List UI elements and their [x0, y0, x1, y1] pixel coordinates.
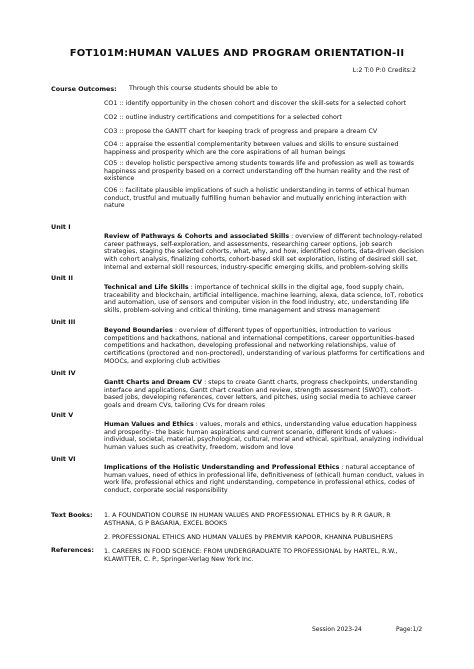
- outcome-co2: CO2 :: outline industry certifications and competitions for a selected cohort: [104, 114, 342, 121]
- text-books-label: Text Books:: [51, 511, 93, 519]
- outcome-co1: CO1 :: identify opportunity in the chosen cohort and discover the skill-sets for a selected cohort: [104, 100, 407, 107]
- outcome-co5: CO5 :: develop holistic perspective among students towards life and profession as well as towards happiness and prosperity based on a correct understanding off the human reality and the rest of existence: [104, 160, 415, 183]
- outcome-co3: CO3 :: propose the GANTT chart for keeping track of progress and prepare a dream CV: [104, 128, 378, 135]
- unit-2-label: Unit II: [51, 274, 73, 282]
- unit-1-content: [104, 233, 426, 272]
- unit-6-content: [104, 464, 426, 495]
- course-title: FOT101M:HUMAN VALUES AND PROGRAM ORIENTATION-II: [69, 48, 405, 59]
- unit-5-content: [104, 421, 426, 452]
- unit-4-label: Unit IV: [51, 369, 76, 377]
- credits-line: L:2 T:0 P:0 Credits:2: [352, 67, 416, 74]
- unit-3-heading: Beyond Boundaries: [104, 327, 173, 334]
- course-outcomes-label: Course Outcomes:: [51, 85, 117, 93]
- unit-5-label: Unit V: [51, 411, 74, 419]
- unit-6-heading: Implications of the Holistic Understanding and Professional Ethics: [104, 464, 340, 471]
- unit-4-content: [104, 379, 426, 410]
- text-book-2: 2. PROFESSIONAL ETHICS AND HUMAN VALUES by PREMVIR KAPOOR, KHANNA PUBLISHERS: [104, 534, 393, 541]
- unit-1-heading: Review of Pathways & Cohorts and associated Skills: [104, 233, 290, 240]
- unit-3-label: Unit III: [51, 318, 76, 326]
- outcome-co6: CO6 :: facilitate plausible implications of such a holistic understanding in terms of ethical human conduct, trustful and mutually fulfilling human behavior and mutually enriching interaction with nature: [104, 187, 410, 210]
- unit-6-label: Unit VI: [51, 455, 76, 463]
- unit-1-text: : overview of different technology-related career pathways, self-exploration, and assessments, researching career options, job search strategies, staging the selected cohorts, what, why, and how, identified cohorts, data-driven decision with cohort analysis, finalizing cohorts, cohort-based skill set exploration, listing of desired skill set, Internal and external skill resources, industry-specific emerging skills, and problem-solving skills: [104, 233, 424, 271]
- unit-3-text: : overview of different types of opportunities, introduction to various competitions and hackathons, national and international competitions, career opportunities-based competitions and hackathon, developing professional and networking relationships, value of certifications (proctored and non-proctored), understanding of various platforms for certifications and MOOCs, and exploring club activities: [104, 327, 425, 365]
- unit-5-text: : values, morals and ethics, understanding value education happiness and prosperity:- the basic human aspirations and current scenario, different kinds of values:- individual, societal, material, psychological, cultural, moral and ethical, spiritual, analyzing individual human values such as creativity, freedom, wisdom and love: [104, 421, 424, 452]
- outcome-co4: CO4 :: appraise the essential complementarity between values and skills to ensure sustained happiness and prosperity which are the core aspirations of all human beings: [104, 141, 399, 156]
- unit-4-heading: Gantt Charts and Dream CV: [104, 379, 203, 386]
- unit-2-text: : importance of technical skills in the digital age, food supply chain, traceability and blockchain, artificial intelligence, machine learning, alexa, data science, IoT, robotics and automation, use of sensors and computer vision in the food industry, etc, understanding life skills, problem-solving and critical thinking, time management and stress management: [104, 284, 424, 315]
- unit-1-label: Unit I: [51, 223, 71, 231]
- unit-5-heading: Human Values and Ethics: [104, 421, 194, 428]
- text-book-1: 1. A FOUNDATION COURSE IN HUMAN VALUES AND PROFESSIONAL ETHICS by R R GAUR, R ASTHANA, G P BAGARIA, EXCEL BOOKS: [104, 512, 391, 527]
- footer-session: Session 2023-24: [312, 626, 362, 633]
- unit-4-text: : steps to create Gantt charts, progress checkpoints, understanding interface and applications, Gantt chart creation and review, strength assessment (SWOT), cohort-based jobs, developing references, cover letters, and pitches, using social media to achieve career goals and dream CVs, tailoring CVs for dream roles: [104, 379, 418, 410]
- unit-6-text: : natural acceptance of human values, need of ethics in professional life, definitiveness of (ethical) human conduct, values in work life, professional ethics and right understanding, competence in professional ethics, codes of conduct, corporate social responsibility: [104, 464, 424, 495]
- outcomes-intro: Through this course students should be able to: [129, 85, 278, 92]
- unit-3-content: [104, 327, 426, 366]
- footer-page: Page:1/2: [396, 626, 423, 633]
- reference-1: 1. CAREERS IN FOOD SCIENCE: FROM UNDERGRADUATE TO PROFESSIONAL by HARTEL, R.W., KLAWITTER, C. P., Springer-Verlag New York Inc.: [104, 548, 398, 563]
- references-label: References:: [51, 546, 94, 554]
- unit-2-heading: Technical and Life Skills: [104, 284, 189, 291]
- unit-2-content: [104, 284, 426, 315]
